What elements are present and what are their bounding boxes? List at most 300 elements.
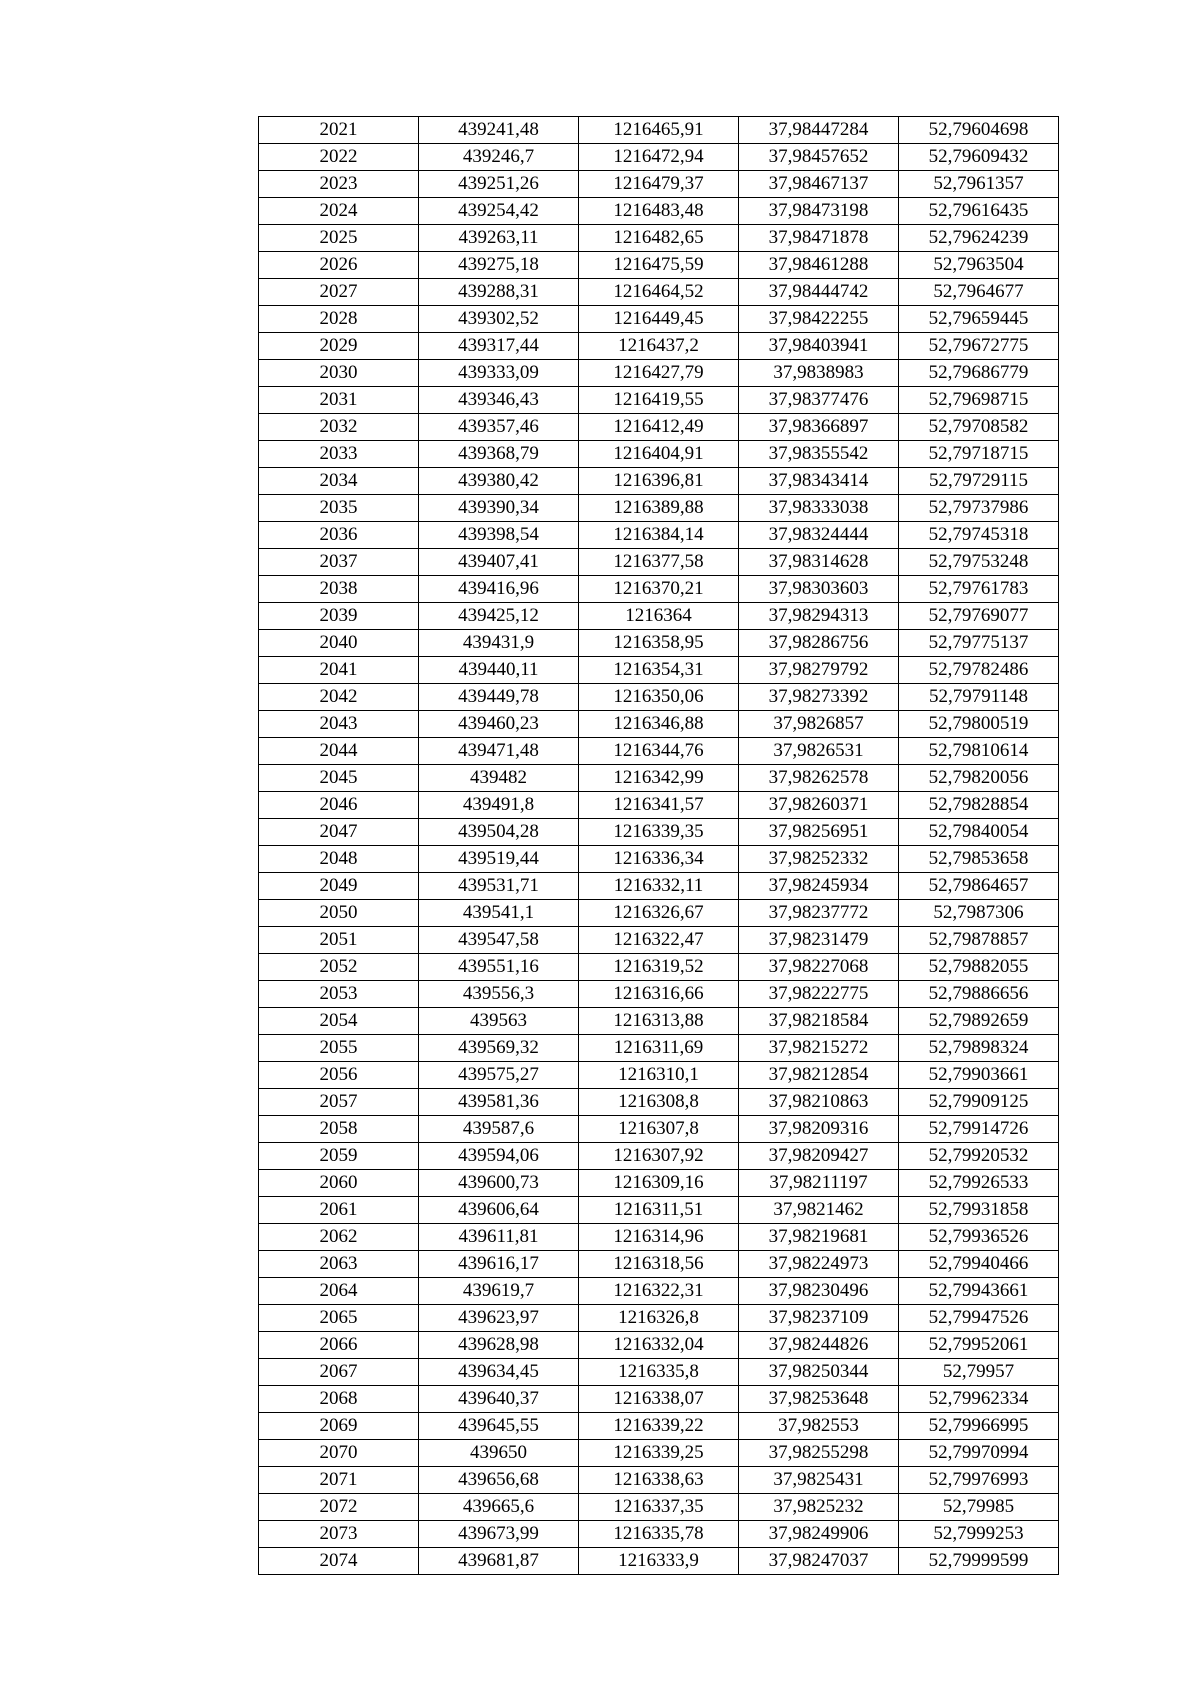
latitude-cell: 52,79952061 bbox=[899, 1332, 1059, 1359]
longitude-cell: 37,98252332 bbox=[739, 846, 899, 873]
y-coordinate-cell: 1216314,96 bbox=[579, 1224, 739, 1251]
point-number-cell: 2032 bbox=[259, 414, 419, 441]
longitude-cell: 37,98210863 bbox=[739, 1089, 899, 1116]
x-coordinate-cell: 439390,34 bbox=[419, 495, 579, 522]
longitude-cell: 37,98314628 bbox=[739, 549, 899, 576]
point-number-cell: 2038 bbox=[259, 576, 419, 603]
x-coordinate-cell: 439431,9 bbox=[419, 630, 579, 657]
x-coordinate-cell: 439563 bbox=[419, 1008, 579, 1035]
latitude-cell: 52,79898324 bbox=[899, 1035, 1059, 1062]
y-coordinate-cell: 1216427,79 bbox=[579, 360, 739, 387]
table-row bbox=[259, 414, 1059, 441]
latitude-cell: 52,79962334 bbox=[899, 1386, 1059, 1413]
longitude-cell: 37,98286756 bbox=[739, 630, 899, 657]
y-coordinate-cell: 1216307,8 bbox=[579, 1116, 739, 1143]
point-number-cell: 2046 bbox=[259, 792, 419, 819]
latitude-cell: 52,79878857 bbox=[899, 927, 1059, 954]
latitude-cell: 52,79999599 bbox=[899, 1548, 1059, 1575]
y-coordinate-cell: 1216412,49 bbox=[579, 414, 739, 441]
y-coordinate-cell: 1216313,88 bbox=[579, 1008, 739, 1035]
longitude-cell: 37,98262578 bbox=[739, 765, 899, 792]
longitude-cell: 37,982553 bbox=[739, 1413, 899, 1440]
longitude-cell: 37,98215272 bbox=[739, 1035, 899, 1062]
latitude-cell: 52,79737986 bbox=[899, 495, 1059, 522]
table-row bbox=[259, 711, 1059, 738]
point-number-cell: 2049 bbox=[259, 873, 419, 900]
y-coordinate-cell: 1216354,31 bbox=[579, 657, 739, 684]
point-number-cell: 2051 bbox=[259, 927, 419, 954]
table-row bbox=[259, 387, 1059, 414]
point-number-cell: 2066 bbox=[259, 1332, 419, 1359]
y-coordinate-cell: 1216316,66 bbox=[579, 981, 739, 1008]
latitude-cell: 52,79753248 bbox=[899, 549, 1059, 576]
y-coordinate-cell: 1216333,9 bbox=[579, 1548, 739, 1575]
y-coordinate-cell: 1216307,92 bbox=[579, 1143, 739, 1170]
table-row bbox=[259, 1197, 1059, 1224]
longitude-cell: 37,9826857 bbox=[739, 711, 899, 738]
y-coordinate-cell: 1216339,35 bbox=[579, 819, 739, 846]
y-coordinate-cell: 1216332,11 bbox=[579, 873, 739, 900]
longitude-cell: 37,98403941 bbox=[739, 333, 899, 360]
longitude-cell: 37,98245934 bbox=[739, 873, 899, 900]
latitude-cell: 52,7987306 bbox=[899, 900, 1059, 927]
x-coordinate-cell: 439519,44 bbox=[419, 846, 579, 873]
point-number-cell: 2040 bbox=[259, 630, 419, 657]
x-coordinate-cell: 439650 bbox=[419, 1440, 579, 1467]
point-number-cell: 2064 bbox=[259, 1278, 419, 1305]
table-row bbox=[259, 549, 1059, 576]
latitude-cell: 52,79791148 bbox=[899, 684, 1059, 711]
y-coordinate-cell: 1216310,1 bbox=[579, 1062, 739, 1089]
x-coordinate-cell: 439600,73 bbox=[419, 1170, 579, 1197]
latitude-cell: 52,79840054 bbox=[899, 819, 1059, 846]
x-coordinate-cell: 439380,42 bbox=[419, 468, 579, 495]
point-number-cell: 2025 bbox=[259, 225, 419, 252]
latitude-cell: 52,79940466 bbox=[899, 1251, 1059, 1278]
x-coordinate-cell: 439440,11 bbox=[419, 657, 579, 684]
y-coordinate-cell: 1216437,2 bbox=[579, 333, 739, 360]
longitude-cell: 37,98247037 bbox=[739, 1548, 899, 1575]
point-number-cell: 2058 bbox=[259, 1116, 419, 1143]
y-coordinate-cell: 1216311,69 bbox=[579, 1035, 739, 1062]
x-coordinate-cell: 439491,8 bbox=[419, 792, 579, 819]
point-number-cell: 2068 bbox=[259, 1386, 419, 1413]
longitude-cell: 37,98249906 bbox=[739, 1521, 899, 1548]
x-coordinate-cell: 439504,28 bbox=[419, 819, 579, 846]
point-number-cell: 2056 bbox=[259, 1062, 419, 1089]
x-coordinate-cell: 439619,7 bbox=[419, 1278, 579, 1305]
latitude-cell: 52,7963504 bbox=[899, 252, 1059, 279]
point-number-cell: 2055 bbox=[259, 1035, 419, 1062]
longitude-cell: 37,9821462 bbox=[739, 1197, 899, 1224]
x-coordinate-cell: 439606,64 bbox=[419, 1197, 579, 1224]
longitude-cell: 37,98211197 bbox=[739, 1170, 899, 1197]
x-coordinate-cell: 439640,37 bbox=[419, 1386, 579, 1413]
y-coordinate-cell: 1216483,48 bbox=[579, 198, 739, 225]
latitude-cell: 52,79920532 bbox=[899, 1143, 1059, 1170]
point-number-cell: 2033 bbox=[259, 441, 419, 468]
y-coordinate-cell: 1216308,8 bbox=[579, 1089, 739, 1116]
point-number-cell: 2047 bbox=[259, 819, 419, 846]
x-coordinate-cell: 439611,81 bbox=[419, 1224, 579, 1251]
x-coordinate-cell: 439575,27 bbox=[419, 1062, 579, 1089]
point-number-cell: 2070 bbox=[259, 1440, 419, 1467]
latitude-cell: 52,79882055 bbox=[899, 954, 1059, 981]
point-number-cell: 2054 bbox=[259, 1008, 419, 1035]
longitude-cell: 37,98250344 bbox=[739, 1359, 899, 1386]
point-number-cell: 2061 bbox=[259, 1197, 419, 1224]
y-coordinate-cell: 1216326,67 bbox=[579, 900, 739, 927]
longitude-cell: 37,98279792 bbox=[739, 657, 899, 684]
y-coordinate-cell: 1216339,22 bbox=[579, 1413, 739, 1440]
latitude-cell: 52,79909125 bbox=[899, 1089, 1059, 1116]
latitude-cell: 52,7961357 bbox=[899, 171, 1059, 198]
latitude-cell: 52,79718715 bbox=[899, 441, 1059, 468]
latitude-cell: 52,79886656 bbox=[899, 981, 1059, 1008]
table-row bbox=[259, 1386, 1059, 1413]
y-coordinate-cell: 1216341,57 bbox=[579, 792, 739, 819]
x-coordinate-cell: 439551,16 bbox=[419, 954, 579, 981]
point-number-cell: 2060 bbox=[259, 1170, 419, 1197]
longitude-cell: 37,98366897 bbox=[739, 414, 899, 441]
point-number-cell: 2052 bbox=[259, 954, 419, 981]
latitude-cell: 52,79985 bbox=[899, 1494, 1059, 1521]
point-number-cell: 2062 bbox=[259, 1224, 419, 1251]
point-number-cell: 2059 bbox=[259, 1143, 419, 1170]
point-number-cell: 2050 bbox=[259, 900, 419, 927]
table-row bbox=[259, 927, 1059, 954]
y-coordinate-cell: 1216346,88 bbox=[579, 711, 739, 738]
latitude-cell: 52,79931858 bbox=[899, 1197, 1059, 1224]
latitude-cell: 52,79853658 bbox=[899, 846, 1059, 873]
x-coordinate-cell: 439594,06 bbox=[419, 1143, 579, 1170]
longitude-cell: 37,98294313 bbox=[739, 603, 899, 630]
latitude-cell: 52,79970994 bbox=[899, 1440, 1059, 1467]
table-row bbox=[259, 1062, 1059, 1089]
longitude-cell: 37,98333038 bbox=[739, 495, 899, 522]
longitude-cell: 37,98218584 bbox=[739, 1008, 899, 1035]
x-coordinate-cell: 439482 bbox=[419, 765, 579, 792]
y-coordinate-cell: 1216342,99 bbox=[579, 765, 739, 792]
y-coordinate-cell: 1216479,37 bbox=[579, 171, 739, 198]
y-coordinate-cell: 1216311,51 bbox=[579, 1197, 739, 1224]
x-coordinate-cell: 439587,6 bbox=[419, 1116, 579, 1143]
x-coordinate-cell: 439681,87 bbox=[419, 1548, 579, 1575]
latitude-cell: 52,79659445 bbox=[899, 306, 1059, 333]
point-number-cell: 2063 bbox=[259, 1251, 419, 1278]
y-coordinate-cell: 1216332,04 bbox=[579, 1332, 739, 1359]
y-coordinate-cell: 1216370,21 bbox=[579, 576, 739, 603]
x-coordinate-cell: 439246,7 bbox=[419, 144, 579, 171]
longitude-cell: 37,98230496 bbox=[739, 1278, 899, 1305]
latitude-cell: 52,79810614 bbox=[899, 738, 1059, 765]
point-number-cell: 2053 bbox=[259, 981, 419, 1008]
point-number-cell: 2026 bbox=[259, 252, 419, 279]
longitude-cell: 37,98237772 bbox=[739, 900, 899, 927]
point-number-cell: 2074 bbox=[259, 1548, 419, 1575]
table-row bbox=[259, 765, 1059, 792]
y-coordinate-cell: 1216389,88 bbox=[579, 495, 739, 522]
x-coordinate-cell: 439333,09 bbox=[419, 360, 579, 387]
longitude-cell: 37,9838983 bbox=[739, 360, 899, 387]
table-row bbox=[259, 819, 1059, 846]
y-coordinate-cell: 1216465,91 bbox=[579, 117, 739, 144]
x-coordinate-cell: 439547,58 bbox=[419, 927, 579, 954]
x-coordinate-cell: 439241,48 bbox=[419, 117, 579, 144]
table-row bbox=[259, 657, 1059, 684]
longitude-cell: 37,98260371 bbox=[739, 792, 899, 819]
point-number-cell: 2069 bbox=[259, 1413, 419, 1440]
point-number-cell: 2031 bbox=[259, 387, 419, 414]
latitude-cell: 52,79947526 bbox=[899, 1305, 1059, 1332]
x-coordinate-cell: 439569,32 bbox=[419, 1035, 579, 1062]
point-number-cell: 2023 bbox=[259, 171, 419, 198]
x-coordinate-cell: 439425,12 bbox=[419, 603, 579, 630]
y-coordinate-cell: 1216322,47 bbox=[579, 927, 739, 954]
point-number-cell: 2043 bbox=[259, 711, 419, 738]
y-coordinate-cell: 1216475,59 bbox=[579, 252, 739, 279]
latitude-cell: 52,79769077 bbox=[899, 603, 1059, 630]
x-coordinate-cell: 439263,11 bbox=[419, 225, 579, 252]
table-row bbox=[259, 981, 1059, 1008]
x-coordinate-cell: 439346,43 bbox=[419, 387, 579, 414]
y-coordinate-cell: 1216322,31 bbox=[579, 1278, 739, 1305]
y-coordinate-cell: 1216338,07 bbox=[579, 1386, 739, 1413]
table-row bbox=[259, 1467, 1059, 1494]
longitude-cell: 37,98457652 bbox=[739, 144, 899, 171]
y-coordinate-cell: 1216338,63 bbox=[579, 1467, 739, 1494]
y-coordinate-cell: 1216318,56 bbox=[579, 1251, 739, 1278]
y-coordinate-cell: 1216326,8 bbox=[579, 1305, 739, 1332]
point-number-cell: 2030 bbox=[259, 360, 419, 387]
point-number-cell: 2044 bbox=[259, 738, 419, 765]
point-number-cell: 2072 bbox=[259, 1494, 419, 1521]
table-row bbox=[259, 792, 1059, 819]
point-number-cell: 2071 bbox=[259, 1467, 419, 1494]
latitude-cell: 52,79698715 bbox=[899, 387, 1059, 414]
x-coordinate-cell: 439634,45 bbox=[419, 1359, 579, 1386]
longitude-cell: 37,98209427 bbox=[739, 1143, 899, 1170]
point-number-cell: 2024 bbox=[259, 198, 419, 225]
latitude-cell: 52,79604698 bbox=[899, 117, 1059, 144]
y-coordinate-cell: 1216464,52 bbox=[579, 279, 739, 306]
latitude-cell: 52,79976993 bbox=[899, 1467, 1059, 1494]
x-coordinate-cell: 439416,96 bbox=[419, 576, 579, 603]
table-row bbox=[259, 1251, 1059, 1278]
latitude-cell: 52,79800519 bbox=[899, 711, 1059, 738]
table-row bbox=[259, 954, 1059, 981]
table-row bbox=[259, 441, 1059, 468]
x-coordinate-cell: 439665,6 bbox=[419, 1494, 579, 1521]
longitude-cell: 37,98255298 bbox=[739, 1440, 899, 1467]
table-row bbox=[259, 1359, 1059, 1386]
point-number-cell: 2048 bbox=[259, 846, 419, 873]
y-coordinate-cell: 1216339,25 bbox=[579, 1440, 739, 1467]
y-coordinate-cell: 1216472,94 bbox=[579, 144, 739, 171]
table-row bbox=[259, 1413, 1059, 1440]
longitude-cell: 37,98467137 bbox=[739, 171, 899, 198]
point-number-cell: 2073 bbox=[259, 1521, 419, 1548]
latitude-cell: 52,79782486 bbox=[899, 657, 1059, 684]
longitude-cell: 37,98471878 bbox=[739, 225, 899, 252]
table-row bbox=[259, 1224, 1059, 1251]
longitude-cell: 37,98227068 bbox=[739, 954, 899, 981]
longitude-cell: 37,98422255 bbox=[739, 306, 899, 333]
table-row bbox=[259, 279, 1059, 306]
longitude-cell: 37,9826531 bbox=[739, 738, 899, 765]
longitude-cell: 37,98256951 bbox=[739, 819, 899, 846]
table-row bbox=[259, 1116, 1059, 1143]
point-number-cell: 2041 bbox=[259, 657, 419, 684]
y-coordinate-cell: 1216344,76 bbox=[579, 738, 739, 765]
coordinates-table-body bbox=[259, 117, 1059, 1575]
y-coordinate-cell: 1216364 bbox=[579, 603, 739, 630]
table-row bbox=[259, 360, 1059, 387]
point-number-cell: 2065 bbox=[259, 1305, 419, 1332]
latitude-cell: 52,79624239 bbox=[899, 225, 1059, 252]
longitude-cell: 37,98303603 bbox=[739, 576, 899, 603]
point-number-cell: 2067 bbox=[259, 1359, 419, 1386]
x-coordinate-cell: 439656,68 bbox=[419, 1467, 579, 1494]
table-row bbox=[259, 1008, 1059, 1035]
latitude-cell: 52,79686779 bbox=[899, 360, 1059, 387]
latitude-cell: 52,79745318 bbox=[899, 522, 1059, 549]
y-coordinate-cell: 1216419,55 bbox=[579, 387, 739, 414]
longitude-cell: 37,98222775 bbox=[739, 981, 899, 1008]
y-coordinate-cell: 1216358,95 bbox=[579, 630, 739, 657]
latitude-cell: 52,79936526 bbox=[899, 1224, 1059, 1251]
y-coordinate-cell: 1216404,91 bbox=[579, 441, 739, 468]
x-coordinate-cell: 439628,98 bbox=[419, 1332, 579, 1359]
y-coordinate-cell: 1216449,45 bbox=[579, 306, 739, 333]
x-coordinate-cell: 439541,1 bbox=[419, 900, 579, 927]
latitude-cell: 52,79966995 bbox=[899, 1413, 1059, 1440]
x-coordinate-cell: 439275,18 bbox=[419, 252, 579, 279]
point-number-cell: 2042 bbox=[259, 684, 419, 711]
latitude-cell: 52,79943661 bbox=[899, 1278, 1059, 1305]
table-row bbox=[259, 1278, 1059, 1305]
y-coordinate-cell: 1216337,35 bbox=[579, 1494, 739, 1521]
point-number-cell: 2027 bbox=[259, 279, 419, 306]
latitude-cell: 52,79926533 bbox=[899, 1170, 1059, 1197]
point-number-cell: 2021 bbox=[259, 117, 419, 144]
y-coordinate-cell: 1216350,06 bbox=[579, 684, 739, 711]
table-row bbox=[259, 1305, 1059, 1332]
point-number-cell: 2028 bbox=[259, 306, 419, 333]
table-row bbox=[259, 576, 1059, 603]
x-coordinate-cell: 439357,46 bbox=[419, 414, 579, 441]
longitude-cell: 37,98343414 bbox=[739, 468, 899, 495]
table-row bbox=[259, 1035, 1059, 1062]
latitude-cell: 52,79761783 bbox=[899, 576, 1059, 603]
point-number-cell: 2029 bbox=[259, 333, 419, 360]
longitude-cell: 37,98461288 bbox=[739, 252, 899, 279]
table-row bbox=[259, 738, 1059, 765]
table-row bbox=[259, 900, 1059, 927]
table-row bbox=[259, 1548, 1059, 1575]
latitude-cell: 52,79616435 bbox=[899, 198, 1059, 225]
table-row bbox=[259, 1089, 1059, 1116]
longitude-cell: 37,9825431 bbox=[739, 1467, 899, 1494]
y-coordinate-cell: 1216384,14 bbox=[579, 522, 739, 549]
table-row bbox=[259, 522, 1059, 549]
point-number-cell: 2037 bbox=[259, 549, 419, 576]
table-row bbox=[259, 117, 1059, 144]
table-row bbox=[259, 225, 1059, 252]
table-row bbox=[259, 1143, 1059, 1170]
x-coordinate-cell: 439302,52 bbox=[419, 306, 579, 333]
coordinates-table bbox=[258, 116, 1059, 1575]
point-number-cell: 2035 bbox=[259, 495, 419, 522]
y-coordinate-cell: 1216335,8 bbox=[579, 1359, 739, 1386]
x-coordinate-cell: 439581,36 bbox=[419, 1089, 579, 1116]
x-coordinate-cell: 439407,41 bbox=[419, 549, 579, 576]
x-coordinate-cell: 439616,17 bbox=[419, 1251, 579, 1278]
x-coordinate-cell: 439556,3 bbox=[419, 981, 579, 1008]
latitude-cell: 52,79672775 bbox=[899, 333, 1059, 360]
table-row bbox=[259, 495, 1059, 522]
longitude-cell: 37,98244826 bbox=[739, 1332, 899, 1359]
table-row bbox=[259, 198, 1059, 225]
y-coordinate-cell: 1216336,34 bbox=[579, 846, 739, 873]
table-row bbox=[259, 873, 1059, 900]
table-row bbox=[259, 1521, 1059, 1548]
longitude-cell: 37,98253648 bbox=[739, 1386, 899, 1413]
table-row bbox=[259, 1332, 1059, 1359]
x-coordinate-cell: 439398,54 bbox=[419, 522, 579, 549]
longitude-cell: 37,98473198 bbox=[739, 198, 899, 225]
latitude-cell: 52,79708582 bbox=[899, 414, 1059, 441]
x-coordinate-cell: 439460,23 bbox=[419, 711, 579, 738]
table-row bbox=[259, 1494, 1059, 1521]
x-coordinate-cell: 439449,78 bbox=[419, 684, 579, 711]
x-coordinate-cell: 439368,79 bbox=[419, 441, 579, 468]
table-row bbox=[259, 306, 1059, 333]
latitude-cell: 52,79864657 bbox=[899, 873, 1059, 900]
table-row bbox=[259, 1170, 1059, 1197]
latitude-cell: 52,79914726 bbox=[899, 1116, 1059, 1143]
x-coordinate-cell: 439645,55 bbox=[419, 1413, 579, 1440]
table-row bbox=[259, 171, 1059, 198]
latitude-cell: 52,7964677 bbox=[899, 279, 1059, 306]
x-coordinate-cell: 439531,71 bbox=[419, 873, 579, 900]
y-coordinate-cell: 1216377,58 bbox=[579, 549, 739, 576]
table-row bbox=[259, 144, 1059, 171]
longitude-cell: 37,98324444 bbox=[739, 522, 899, 549]
x-coordinate-cell: 439254,42 bbox=[419, 198, 579, 225]
point-number-cell: 2039 bbox=[259, 603, 419, 630]
table-row bbox=[259, 1440, 1059, 1467]
y-coordinate-cell: 1216335,78 bbox=[579, 1521, 739, 1548]
latitude-cell: 52,79892659 bbox=[899, 1008, 1059, 1035]
point-number-cell: 2057 bbox=[259, 1089, 419, 1116]
x-coordinate-cell: 439623,97 bbox=[419, 1305, 579, 1332]
longitude-cell: 37,98377476 bbox=[739, 387, 899, 414]
latitude-cell: 52,79729115 bbox=[899, 468, 1059, 495]
longitude-cell: 37,98224973 bbox=[739, 1251, 899, 1278]
x-coordinate-cell: 439288,31 bbox=[419, 279, 579, 306]
longitude-cell: 37,98231479 bbox=[739, 927, 899, 954]
table-row bbox=[259, 630, 1059, 657]
y-coordinate-cell: 1216396,81 bbox=[579, 468, 739, 495]
latitude-cell: 52,79775137 bbox=[899, 630, 1059, 657]
longitude-cell: 37,98237109 bbox=[739, 1305, 899, 1332]
longitude-cell: 37,98219681 bbox=[739, 1224, 899, 1251]
table-row bbox=[259, 603, 1059, 630]
latitude-cell: 52,79957 bbox=[899, 1359, 1059, 1386]
table-row bbox=[259, 333, 1059, 360]
x-coordinate-cell: 439317,44 bbox=[419, 333, 579, 360]
